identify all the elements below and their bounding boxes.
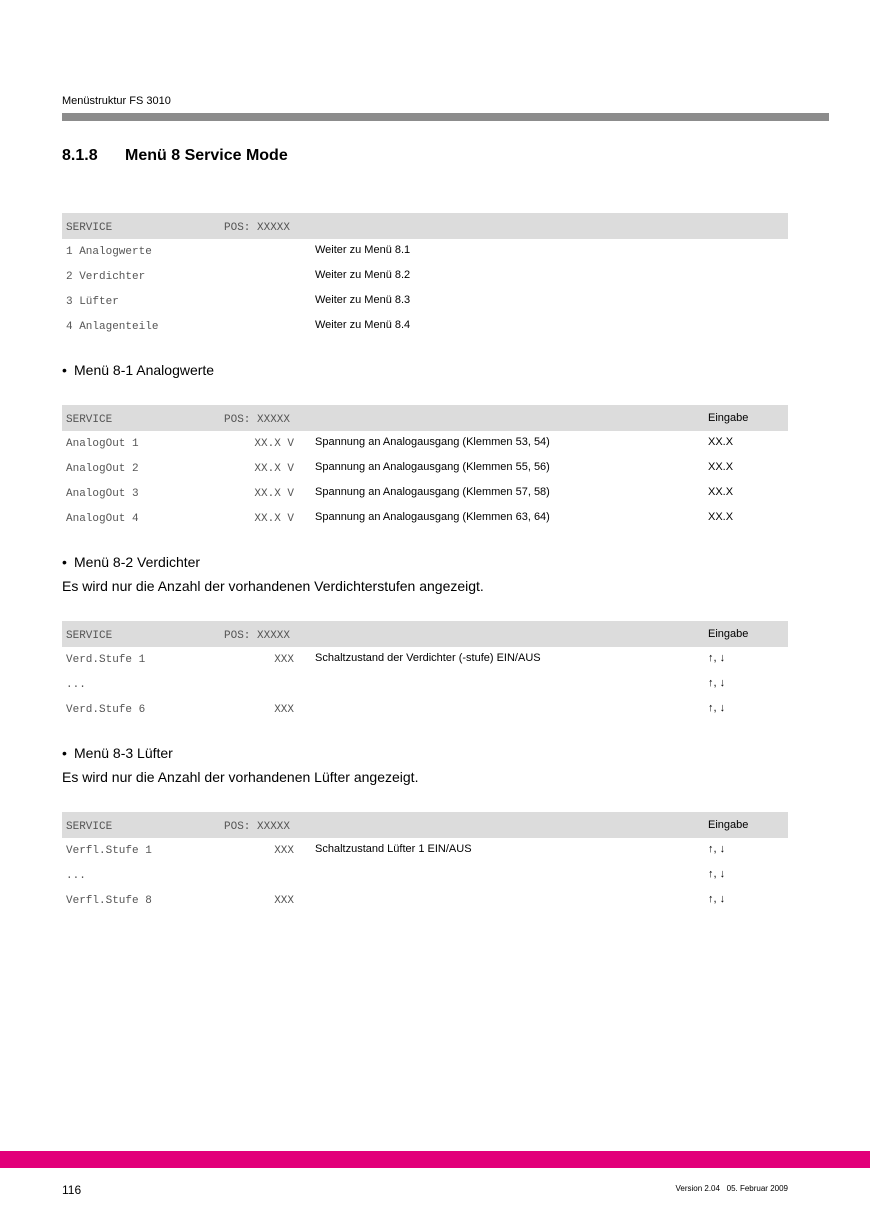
row-description: Spannung an Analogausgang (Klemmen 55, 56): [315, 461, 550, 473]
luefter-table: [62, 812, 788, 913]
row-value: XXX: [274, 704, 294, 716]
row-input: XX.X: [708, 436, 734, 448]
footer-divider: [0, 1151, 870, 1168]
row-value: XX.X V: [254, 513, 294, 525]
table-header: [62, 812, 788, 838]
section-title-text: Menü 8 Service Mode: [125, 147, 288, 164]
table-header: [62, 213, 788, 239]
section-number: 8.1.8: [62, 147, 98, 164]
row-input: XX.X: [708, 511, 734, 523]
row-label: AnalogOut 1: [66, 438, 139, 450]
page-number: 116: [62, 1183, 82, 1197]
table-row: [62, 264, 788, 289]
analog-table: [62, 405, 788, 531]
row-description: Schaltzustand Lüfter 1 EIN/AUS: [315, 843, 472, 855]
menu-description: Weiter zu Menü 8.1: [315, 244, 411, 256]
row-label: Verd.Stufe 1: [66, 654, 146, 666]
table-row: [62, 506, 788, 531]
row-input-arrows: ↑, ↓: [708, 677, 726, 689]
header-col-pos: POS: XXXXX: [224, 630, 291, 642]
verdichter-table: [62, 621, 788, 722]
subsection-title: Menü 8-1 Analogwerte: [74, 362, 215, 378]
row-label: Verfl.Stufe 1: [66, 845, 152, 857]
row-value: XX.X V: [254, 488, 294, 500]
row-label: ...: [66, 870, 86, 882]
subsection-description: Es wird nur die Anzahl der vorhandenen Verdichterstufen angezeigt.: [62, 578, 484, 594]
row-label: Verfl.Stufe 8: [66, 895, 152, 907]
subsection-heading-verdichter: [62, 554, 200, 570]
menu-description: Weiter zu Menü 8.4: [315, 319, 411, 331]
header-col-input: Eingabe: [708, 412, 749, 424]
menu-item: 4 Anlagenteile: [66, 321, 159, 333]
row-label: AnalogOut 3: [66, 488, 139, 500]
row-input-arrows: ↑, ↓: [708, 652, 726, 664]
header-col-menu: SERVICE: [66, 821, 113, 833]
header-col-pos: POS: XXXXX: [224, 821, 291, 833]
menu-description: Weiter zu Menü 8.2: [315, 269, 411, 281]
subsection-description: Es wird nur die Anzahl der vorhandenen Lüfter angezeigt.: [62, 769, 419, 785]
row-input: XX.X: [708, 461, 734, 473]
bullet-glyph: •: [62, 745, 67, 761]
row-value: XXX: [274, 845, 294, 857]
subsection-heading-analog: [62, 362, 214, 378]
row-description: Spannung an Analogausgang (Klemmen 57, 58): [315, 486, 550, 498]
table-header: [62, 405, 788, 431]
row-value: XX.X V: [254, 438, 294, 450]
table-row: [62, 431, 788, 456]
header-divider: [62, 113, 829, 121]
table-row: [62, 239, 788, 264]
header-col-pos: POS: XXXXX: [224, 414, 291, 426]
row-description: Spannung an Analogausgang (Klemmen 63, 64): [315, 511, 550, 523]
row-input-arrows: ↑, ↓: [708, 893, 726, 905]
table-row: [62, 672, 788, 697]
service-menu-table: [62, 213, 788, 339]
row-input: XX.X: [708, 486, 734, 498]
bullet-glyph: •: [62, 554, 67, 570]
row-value: XXX: [274, 895, 294, 907]
version-info: Version 2.04 05. Februar 2009: [675, 1184, 788, 1193]
row-input-arrows: ↑, ↓: [708, 702, 726, 714]
row-description: Spannung an Analogausgang (Klemmen 53, 54): [315, 436, 550, 448]
row-label: Verd.Stufe 6: [66, 704, 146, 716]
subsection-heading-luefter: [62, 745, 173, 761]
row-input-arrows: ↑, ↓: [708, 868, 726, 880]
table-row: [62, 456, 788, 481]
table-row: [62, 314, 788, 339]
table-row: [62, 697, 788, 722]
section-title: [62, 147, 288, 165]
menu-description: Weiter zu Menü 8.3: [315, 294, 411, 306]
row-input-arrows: ↑, ↓: [708, 843, 726, 855]
row-label: AnalogOut 2: [66, 463, 139, 475]
table-row: [62, 289, 788, 314]
table-row: [62, 481, 788, 506]
row-label: ...: [66, 679, 86, 691]
row-label: AnalogOut 4: [66, 513, 139, 525]
header-col-input: Eingabe: [708, 628, 749, 640]
table-header: [62, 621, 788, 647]
header-col-input: Eingabe: [708, 819, 749, 831]
table-row: [62, 838, 788, 863]
table-row: [62, 863, 788, 888]
row-value: XX.X V: [254, 463, 294, 475]
menu-item: 2 Verdichter: [66, 271, 146, 283]
menu-item: 3 Lüfter: [66, 296, 119, 308]
subsection-title: Menü 8-2 Verdichter: [74, 554, 201, 570]
bullet-glyph: •: [62, 362, 67, 378]
menu-item: 1 Analogwerte: [66, 246, 152, 258]
row-description: Schaltzustand der Verdichter (-stufe) EIN/AUS: [315, 652, 541, 664]
header-col-pos: POS: XXXXX: [224, 222, 291, 234]
running-header: Menüstruktur FS 3010: [62, 95, 171, 107]
subsection-title: Menü 8-3 Lüfter: [74, 745, 173, 761]
header-col-menu: SERVICE: [66, 630, 113, 642]
table-row: [62, 888, 788, 913]
row-value: XXX: [274, 654, 294, 666]
header-col-menu: SERVICE: [66, 414, 113, 426]
header-col-menu: SERVICE: [66, 222, 113, 234]
table-row: [62, 647, 788, 672]
